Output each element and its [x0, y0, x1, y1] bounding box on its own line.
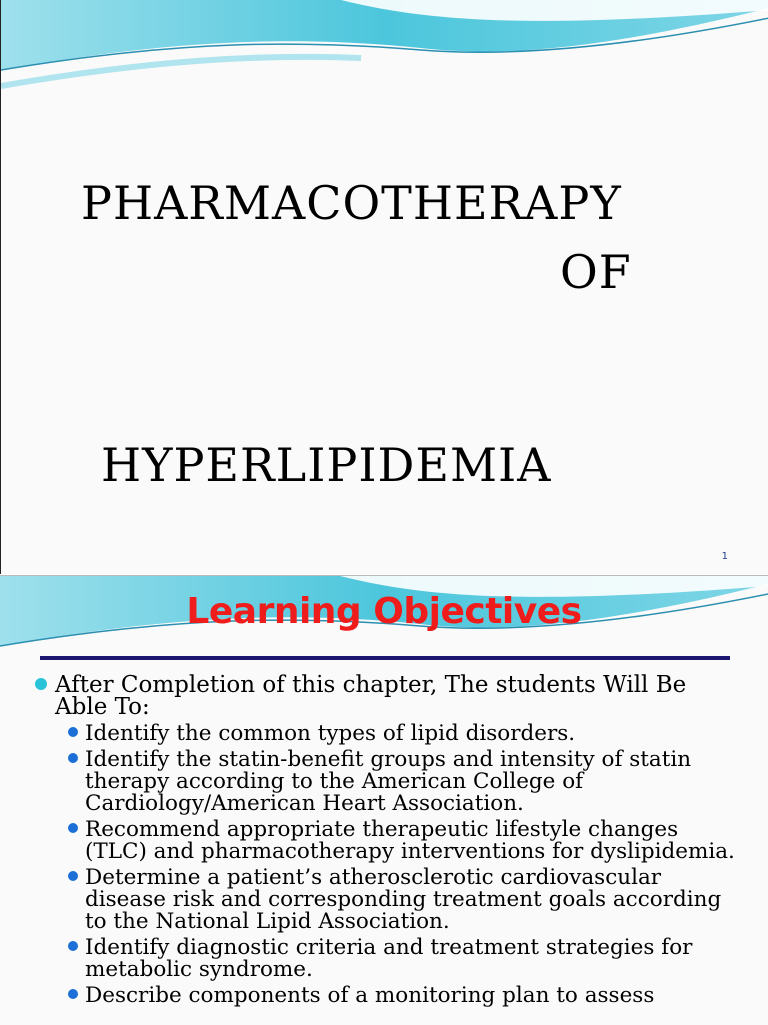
- objective-text: Identify diagnostic criteria and treatment strategies for metabolic syndrome.: [85, 935, 693, 982]
- title-line-1: PHARMACOTHERAPY: [81, 176, 622, 230]
- lead-text: After Completion of this chapter, The students Will Be Able To:: [55, 672, 687, 720]
- page-number: 1: [721, 551, 728, 562]
- list-item: [85, 749, 738, 815]
- list-item: [85, 985, 738, 1007]
- lead-item: [55, 674, 738, 718]
- list-item: [85, 819, 738, 863]
- title-divider: [40, 656, 730, 660]
- blue-bullet-icon: [68, 823, 78, 833]
- blue-bullet-icon: [68, 871, 78, 881]
- objectives-slide: [0, 575, 768, 1025]
- objectives-list: [0, 723, 768, 1007]
- list-item: [85, 937, 738, 981]
- title-line-3: HYPERLIPIDEMIA: [101, 438, 552, 492]
- blue-bullet-icon: [68, 727, 78, 737]
- blue-bullet-icon: [68, 753, 78, 763]
- list-item: [85, 867, 738, 933]
- objective-text: Recommend appropriate therapeutic lifestyle changes (TLC) and pharmacotherapy interventions for dyslipidemia.: [85, 817, 735, 864]
- header-wave-decoration: [1, 0, 768, 110]
- blue-bullet-icon: [68, 989, 78, 999]
- title-line-2: OF: [560, 245, 632, 299]
- objectives-content: [0, 674, 768, 1011]
- list-item: [85, 723, 738, 745]
- slide-title: Learning Objectives: [186, 591, 582, 632]
- objective-text: Identify the common types of lipid disorders.: [85, 721, 576, 746]
- objective-text: Describe components of a monitoring plan to assess: [85, 983, 655, 1008]
- cyan-bullet-icon: [35, 678, 47, 690]
- objective-text: Identify the statin-benefit groups and intensity of statin therapy according to the American College of Cardiology/American Heart Association.: [85, 747, 692, 816]
- blue-bullet-icon: [68, 941, 78, 951]
- objective-text: Determine a patient’s atherosclerotic cardiovascular disease risk and corresponding treatment goals according to the National Lipid Association.: [85, 865, 722, 934]
